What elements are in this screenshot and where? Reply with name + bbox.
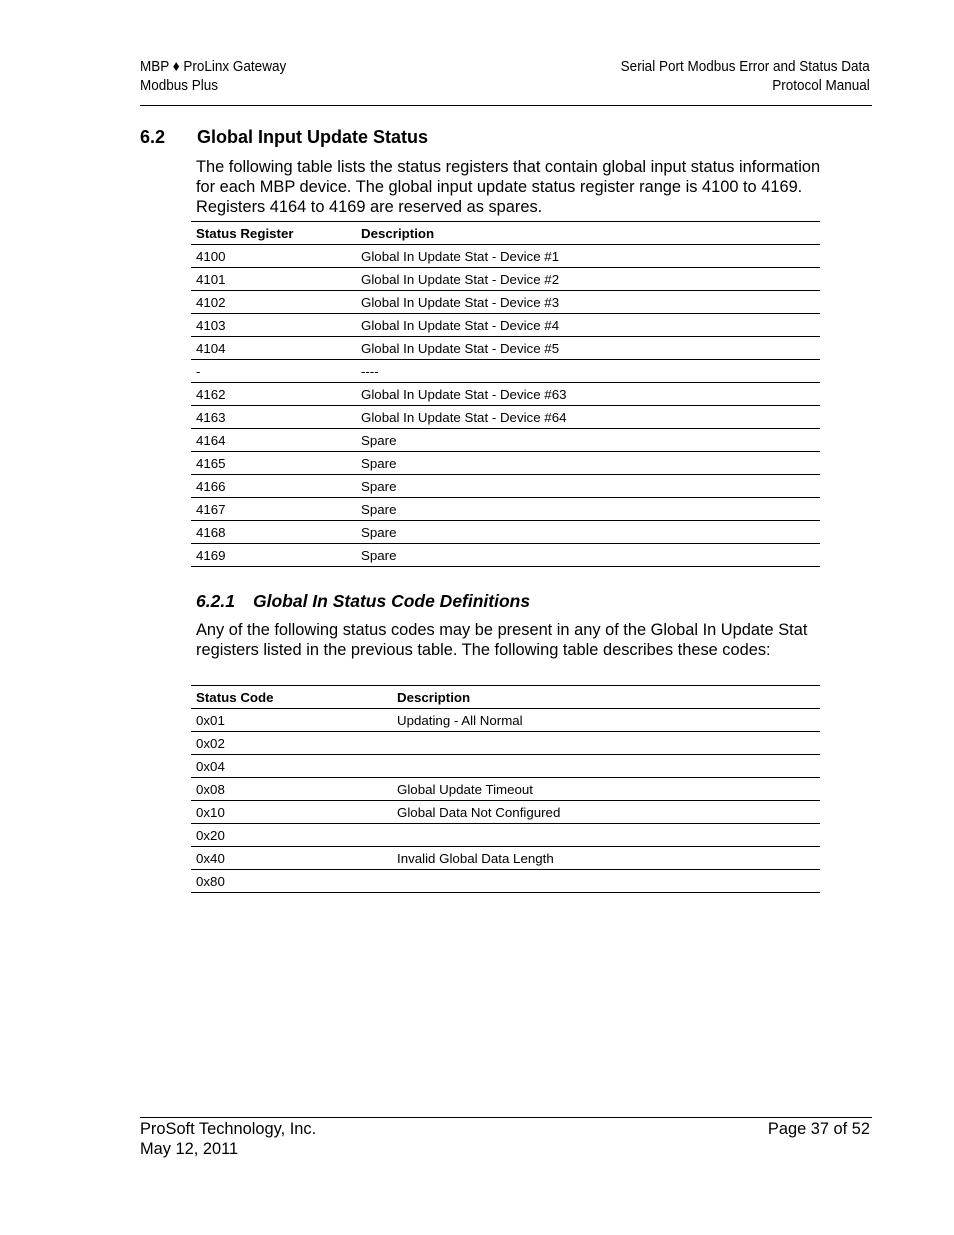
- table-cell-description: Global In Update Stat - Device #3: [356, 291, 820, 314]
- table-cell-key: 0x20: [191, 824, 392, 847]
- table-row: [191, 544, 820, 567]
- section-number: 6.2: [140, 127, 166, 147]
- column-header: Status Code: [191, 686, 392, 709]
- table-cell-key: 4169: [191, 544, 356, 567]
- company-name: ProSoft Technology, Inc.: [140, 1120, 317, 1138]
- table-cell-description: Updating - All Normal: [392, 709, 820, 732]
- section-heading: [140, 126, 428, 148]
- table-cell-key: 4164: [191, 429, 356, 452]
- table-row: [191, 801, 820, 824]
- table-row: [191, 755, 820, 778]
- table-cell-key: 0x10: [191, 801, 392, 824]
- table-cell-key: 4103: [191, 314, 356, 337]
- table-cell-description: [392, 732, 820, 755]
- running-header-left: [140, 57, 286, 95]
- table-cell-description: Global In Update Stat - Device #5: [356, 337, 820, 360]
- table-row: [191, 847, 820, 870]
- table-cell-description: Spare: [356, 475, 820, 498]
- table-row: [191, 778, 820, 801]
- table-cell-description: Global Update Timeout: [392, 778, 820, 801]
- table-cell-description: ----: [356, 360, 820, 383]
- table-cell-key: 0x02: [191, 732, 392, 755]
- table-row: [191, 452, 820, 475]
- table-row: [191, 314, 820, 337]
- table-cell-key: 0x40: [191, 847, 392, 870]
- table-header-row: [191, 686, 820, 709]
- table-cell-description: Invalid Global Data Length: [392, 847, 820, 870]
- subsection-intro: Any of the following status codes may be present in any of the Global In Update Stat registers listed in the previous table. The following table describes these codes:: [196, 621, 808, 659]
- table-row: [191, 521, 820, 544]
- table-cell-description: Spare: [356, 521, 820, 544]
- table-row: [191, 498, 820, 521]
- table-row: [191, 337, 820, 360]
- table-cell-key: 0x01: [191, 709, 392, 732]
- table-row: [191, 268, 820, 291]
- table-cell-description: Global In Update Stat - Device #2: [356, 268, 820, 291]
- subsection-title: Global In Status Code Definitions: [253, 591, 531, 611]
- table-row: [191, 429, 820, 452]
- table-row: [191, 824, 820, 847]
- status-register-table: [191, 221, 820, 567]
- table-cell-key: 0x80: [191, 870, 392, 893]
- table-header-row: [191, 222, 820, 245]
- footer-left: [140, 1120, 316, 1159]
- table-cell-key: 4162: [191, 383, 356, 406]
- table-cell-key: 4167: [191, 498, 356, 521]
- page-number: Page 37 of 52: [767, 1120, 870, 1138]
- table-cell-key: 0x04: [191, 755, 392, 778]
- table-cell-key: 0x08: [191, 778, 392, 801]
- table-cell-key: 4100: [191, 245, 356, 268]
- product-name: MBP ♦ ProLinx Gateway: [140, 58, 287, 75]
- table-cell-description: Global In Update Stat - Device #1: [356, 245, 820, 268]
- table-cell-description: Global In Update Stat - Device #64: [356, 406, 820, 429]
- table-cell-key: 4101: [191, 268, 356, 291]
- running-header-right: [621, 57, 870, 95]
- table-cell-description: [392, 870, 820, 893]
- table-cell-description: Spare: [356, 498, 820, 521]
- table-cell-description: [392, 755, 820, 778]
- table-cell-key: 4165: [191, 452, 356, 475]
- table-cell-description: Global Data Not Configured: [392, 801, 820, 824]
- table-row: [191, 291, 820, 314]
- table-row: [191, 732, 820, 755]
- table-cell-key: 4166: [191, 475, 356, 498]
- footer-divider: [140, 1117, 872, 1118]
- table-row: [191, 383, 820, 406]
- table-row: [191, 870, 820, 893]
- table-cell-description: Global In Update Stat - Device #63: [356, 383, 820, 406]
- table-cell-key: 4104: [191, 337, 356, 360]
- table-row: [191, 406, 820, 429]
- status-code-table: [191, 685, 820, 893]
- table-row: [191, 360, 820, 383]
- table-cell-description: Spare: [356, 452, 820, 475]
- publish-date: May 12, 2011: [140, 1139, 239, 1158]
- subsection-number: 6.2.1: [196, 591, 235, 611]
- manual-title: Protocol Manual: [772, 77, 870, 94]
- table-row: [191, 475, 820, 498]
- table-cell-description: Global In Update Stat - Device #4: [356, 314, 820, 337]
- table-row: [191, 709, 820, 732]
- table-row: [191, 245, 820, 268]
- column-header: Status Register: [191, 222, 356, 245]
- product-subtitle: Modbus Plus: [140, 77, 219, 94]
- table-cell-description: [392, 824, 820, 847]
- table-cell-key: -: [191, 360, 356, 383]
- table-cell-key: 4168: [191, 521, 356, 544]
- table-cell-key: 4163: [191, 406, 356, 429]
- table-cell-description: Spare: [356, 544, 820, 567]
- section-intro: The following table lists the status registers that contain global input status information for each MBP device. The global input update status register range is 4100 to 4169. Registers 4164 to 4169 are reserved as spares.: [196, 158, 821, 216]
- subsection-heading: [196, 590, 530, 612]
- chapter-title: Serial Port Modbus Error and Status Data: [620, 58, 870, 75]
- footer-right: [768, 1120, 870, 1140]
- table-cell-key: 4102: [191, 291, 356, 314]
- column-header: Description: [392, 686, 820, 709]
- header-divider: [140, 105, 872, 106]
- section-title: Global Input Update Status: [197, 127, 429, 147]
- column-header: Description: [356, 222, 820, 245]
- table-cell-description: Spare: [356, 429, 820, 452]
